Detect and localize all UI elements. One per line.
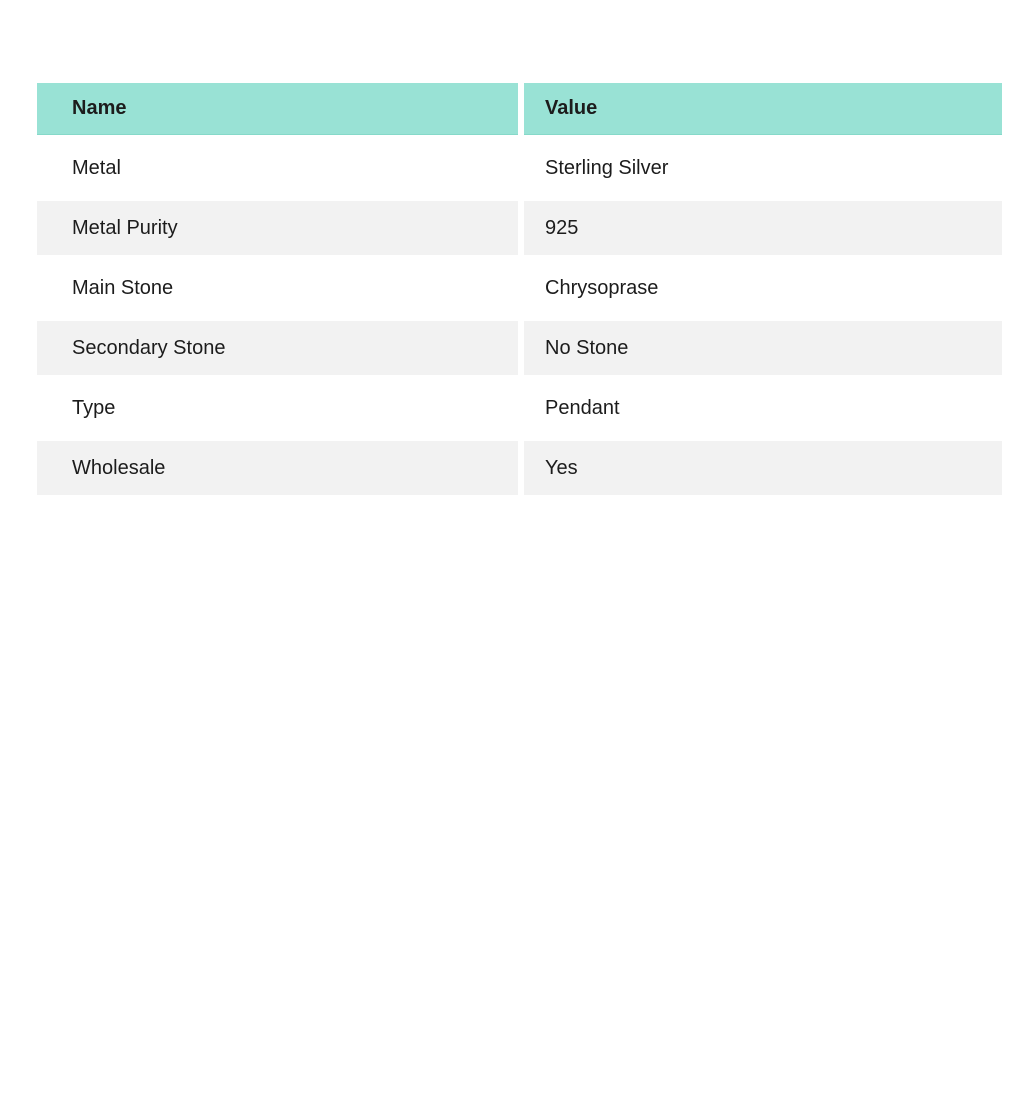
- table-row: [37, 441, 1002, 495]
- attribute-name-cell: Main Stone: [37, 261, 518, 315]
- table-row: [37, 321, 1002, 375]
- product-attributes-table: [31, 77, 1008, 501]
- header-row: [37, 83, 1002, 135]
- column-header-value: Value: [524, 83, 1002, 135]
- table-row: [37, 141, 1002, 195]
- attribute-name-cell: Type: [37, 381, 518, 435]
- attribute-value-cell: No Stone: [524, 321, 1002, 375]
- column-header-name: Name: [37, 83, 518, 135]
- attribute-name-cell: Secondary Stone: [37, 321, 518, 375]
- attribute-value-cell: Pendant: [524, 381, 1002, 435]
- table-row: [37, 381, 1002, 435]
- attribute-name-cell: Metal: [37, 141, 518, 195]
- attribute-value-cell: Sterling Silver: [524, 141, 1002, 195]
- attribute-name-cell: Metal Purity: [37, 201, 518, 255]
- table-row: [37, 261, 1002, 315]
- attribute-value-cell: Yes: [524, 441, 1002, 495]
- attribute-value-cell: Chrysoprase: [524, 261, 1002, 315]
- table-body: [37, 141, 1002, 495]
- table-header: [37, 83, 1002, 135]
- attribute-name-cell: Wholesale: [37, 441, 518, 495]
- attribute-value-cell: 925: [524, 201, 1002, 255]
- table-row: [37, 201, 1002, 255]
